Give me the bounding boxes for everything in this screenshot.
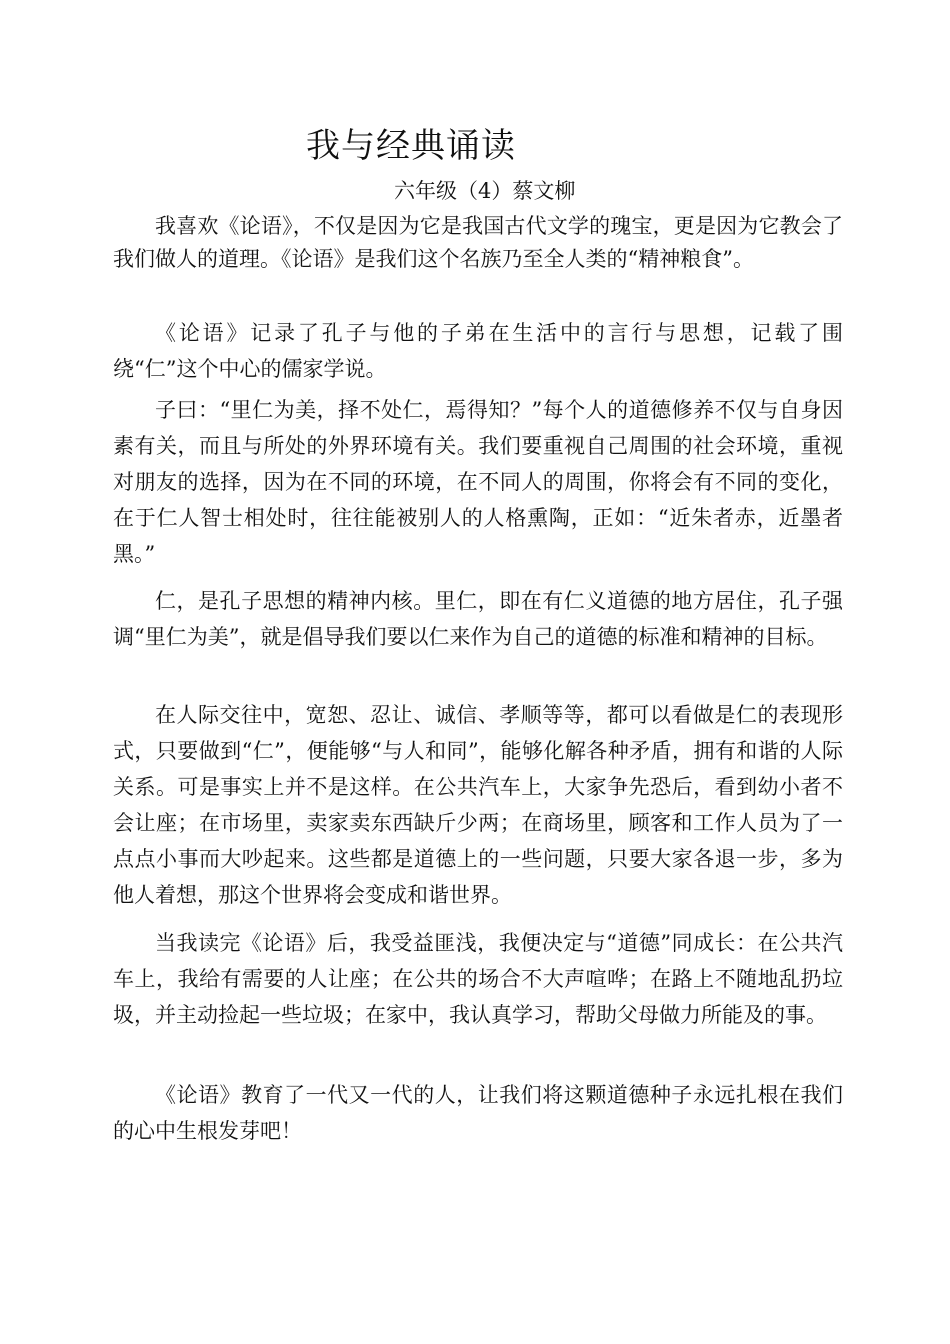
paragraph-5: 在人际交往中，宽恕、忍让、诚信、孝顺等等，都可以看做是仁的表现形式，只要做到“仁”，便能够“与人和同”，能够化解各种矛盾，拥有和谐的人际关系。可是事实上并不是这样。在公共汽车上，大家争先恐后，看到幼小者不会让座；在市场里，卖家卖东西缺斤少两；在商场里，顾客和工作人员为了一点点小事而大吵起来。这些都是道德上的一些问题，只要大家各退一步，多为他人着想，那这个世界将会变成和谐世界。 (113, 703, 843, 907)
paragraph-3: 子曰：“里仁为美，择不处仁，焉得知？”每个人的道德修养不仅与自身因素有关，而且与所处的外界环境有关。我们要重视自己周围的社会环境，重视对朋友的选择，因为在不同的环境，在不同人的周围，你将会有不同的变化，在于仁人智士相处时，往往能被别人的人格熏陶，正如：“近朱者赤，近墨者黑。” (113, 398, 843, 566)
paragraph-4: 仁，是孔子思想的精神内核。里仁，即在有仁义道德的地方居住，孔子强调“里仁为美”，就是倡导我们要以仁来作为自己的道德的标准和精神的目标。 (113, 589, 843, 649)
paragraph-6: 当我读完《论语》后，我受益匪浅，我便决定与“道德”同成长：在公共汽车上，我给有需要的人让座；在公共的场合不大声喧哗；在路上不随地乱扔垃圾，并主动捡起一些垃圾；在家中，我认真学习，帮助父母做力所能及的事。 (113, 931, 843, 1027)
document-title: 我与经典诵读 (306, 126, 516, 166)
paragraph-1: 我喜欢《论语》，不仅是因为它是我国古代文学的瑰宝，更是因为它教会了我们做人的道理。《论语》是我们这个名族乃至全人类的“精神粮食”。 (113, 214, 843, 271)
paragraph-2: 《论语》记录了孔子与他的子弟在生活中的言行与思想，记载了围绕“仁”这个中心的儒家学说。 (113, 321, 843, 381)
document-author: 六年级（4）蔡文柳 (394, 179, 576, 203)
paragraph-7: 《论语》教育了一代又一代的人，让我们将这颗道德种子永远扎根在我们的心中生根发芽吧！ (113, 1083, 843, 1143)
